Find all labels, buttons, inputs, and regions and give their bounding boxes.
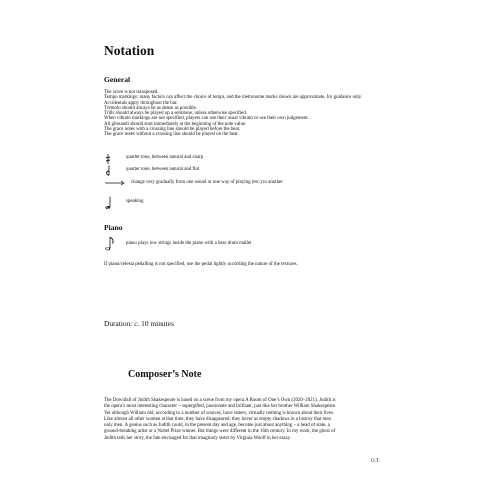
instruction-line: Tempo markings: many factors can affect the choice of tempi, and the metronome marks shown are approximate, for guidance only. [104, 95, 363, 101]
piano-heading: Piano [104, 223, 123, 232]
notation-title: Notation [104, 43, 155, 58]
instruction-line: Accidentals apply throughout the bar. [104, 100, 178, 106]
arrow-right-icon [104, 179, 134, 189]
symbol-description: change very gradually from one sound or one way of playing (etc.) to another [131, 180, 283, 185]
note-line: Yet although William did, according to a number of sources, have sisters, virtually nothing is known about their lives. [104, 410, 335, 416]
composer-note-title: Composer’s Note [128, 369, 202, 380]
note-line: ground-breaking artist or a Nobel Prize winner. But things were different in the 16th century. In my work, the ghost of [104, 429, 336, 435]
general-instructions [104, 90, 434, 137]
duration-value: 10 minutes [139, 319, 174, 328]
note-line: only men. A genius such as Judith could, in the present day and age, become just about anything – a head of state, a [104, 423, 330, 429]
symbol-description: quarter tone, between natural and flat [126, 167, 200, 172]
symbol-description: piano plays low strings inside the piano with a bass drum mallet [126, 241, 252, 246]
note-line: Like almost all other women at that time, they have disappeared; they hover as empty shadows in a history that men [104, 416, 331, 422]
instruction-line: The grace notes without a crossing line should be played on the beat. [104, 132, 239, 137]
duration [104, 319, 174, 328]
composer-note-body [104, 398, 404, 442]
instruction-line: Trills should always be played up a semitone, unless otherwise specified. [104, 111, 247, 116]
note-line: Judith tells her story, the fate envisaged for that imaginary sister by Virginia Woolf in her essay. [104, 435, 291, 441]
duration-circa: c. [134, 319, 140, 328]
symbol-description: quarter tone, between natural and sharp [126, 155, 204, 160]
instruction-line: When vibrato markings are not specified, players can use their usual vibrato or use their own judgement. [104, 116, 309, 122]
note-line: The Downfall of Judith Shakespeare is based on a scene from my opera A Room of One’s Own (2020–2021). Judith is [104, 398, 336, 403]
signature: O.T. [371, 459, 380, 464]
symbol-description: speaking [126, 199, 144, 204]
instruction-line: Tremolo should always be as dense as possible. [104, 105, 198, 111]
duration-label: Duration: [104, 319, 135, 328]
general-heading: General [104, 75, 131, 84]
instruction-line: The score is not transposed. [104, 90, 159, 95]
instruction-line: The grace notes with a crossing line should be played before the beat. [104, 126, 241, 132]
note-line: the opera’s most interesting character – supergifted, passionate and brilliant, just like her brother William Shakespeare. [104, 404, 337, 410]
instruction-line: All glissandi should start immediately at the beginning of the note value. [104, 121, 247, 127]
piano-pedalling-note: If piano/celesta pedalling is not specified, use the pedal lightly according the nature of the textures. [104, 262, 298, 267]
